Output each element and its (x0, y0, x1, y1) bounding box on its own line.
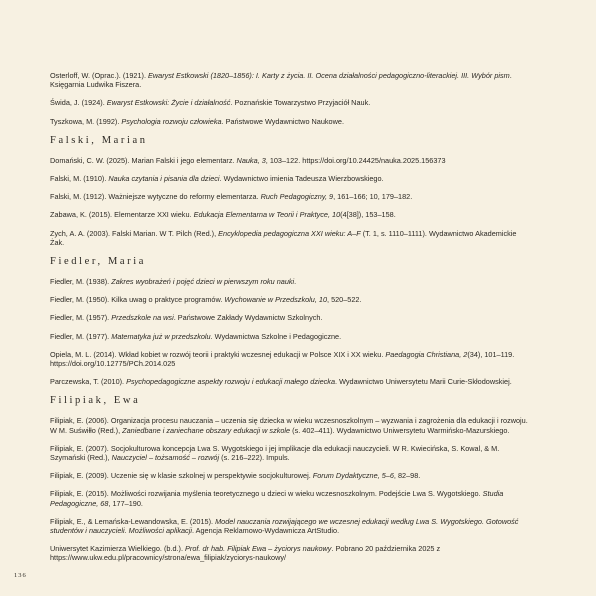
reference-title: Nauka, 3 (236, 155, 266, 165)
reference-text: . Pobrano 20 października 2025 z https://www.ukw.edu.pl/pracownicy/strona/ewa_filipiak/zyciorys-naukowy/ (50, 544, 441, 563)
reference-text: Fiedler, M. (1977). (50, 331, 112, 341)
reference-title: Psychopedagogiczne aspekty rozwoju i edukacji małego dziecka (126, 377, 336, 387)
bibliography (50, 71, 530, 572)
reference-text: Fiedler, M. (1938). (50, 277, 112, 287)
reference-text: . Poznańskie Towarzystwo Przyjaciół Nauk. (230, 98, 371, 108)
reference-entry (50, 416, 530, 434)
reference-text: . Państwowe Wydawnictwo Naukowe. (221, 116, 344, 126)
reference-title: Edukacja Elementarna w Teorii i Praktyce, 10 (193, 210, 341, 220)
reference-text: Fiedler, M. (1957). (50, 313, 112, 323)
reference-text: (s. 216–222). Impuls. (219, 453, 290, 463)
reference-title: Model nauczania rozwijającego we wczesnej edukacji według Lwa S. Wygotskiego. Gotowość studentów i nauczycieli. Możliwości aplikacji (50, 516, 519, 536)
reference-title: Nauka czytania i pisania dla dzieci (108, 174, 220, 184)
reference-text: Filipiak, E. (2015). Możliwości rozwijania myślenia teoretycznego u dzieci w wieku wczesnoszkolnym. Podejście Lwa S. Wygotskiego. (50, 489, 483, 499)
reference-text: Parczewska, T. (2010). (50, 377, 127, 387)
reference-text: (4[38]), 153–158. (340, 210, 396, 220)
reference-title: Przedszkole na wsi (111, 313, 174, 323)
reference-text: Uniwersytet Kazimierza Wielkiego. (b.d.). (50, 544, 186, 554)
reference-entry (50, 489, 530, 507)
reference-entry (50, 471, 530, 480)
reference-title: Forum Dydaktyczne, 5–6 (312, 471, 394, 481)
reference-title: Zakres wyobrażeń i pojęć dzieci w pierwszym roku nauki (111, 277, 295, 287)
reference-entry (50, 117, 530, 126)
reference-text: Filipiak, E. (2009). Uczenie się w klasie szkolnej w perspektywie socjokulturowej. (50, 471, 313, 481)
reference-text: (s. 402–411). Wydawnictwo Uniwersytetu Warmińsko-Mazurskiego. (290, 425, 510, 435)
reference-entry (50, 98, 530, 107)
reference-entry (50, 332, 530, 341)
reference-entry (50, 210, 530, 219)
reference-title: Nauczyciel – tożsamość – rozwój (111, 453, 220, 463)
reference-text: Fiedler, M. (1950). Kilka uwag o praktyce programów. (50, 295, 225, 305)
reference-title: Zaniedbane i zaniechane obszary edukacji w szkole (122, 425, 291, 435)
reference-text: Falski, M. (1910). (50, 174, 109, 184)
reference-title: Ewaryst Estkowski (1820–1856): I. Karty z życia. II. Ocena działalności pedagogiczno-literackiej. III. Wybór pism (148, 71, 510, 80)
reference-text: Zabawa, K. (2015). Elementarze XXI wieku. (50, 210, 194, 220)
reference-entry (50, 229, 530, 247)
reference-text: . (294, 277, 297, 287)
reference-entry (50, 313, 530, 322)
reference-text: . Wydawnictwo imienia Tadeusza Wierzbowskiego. (219, 174, 384, 184)
reference-text: . Agencja Reklamowo-Wydawnicza ArtStudio. (191, 526, 340, 536)
reference-text: , 177–190. (108, 498, 143, 508)
reference-text: , 82–98. (393, 471, 421, 481)
reference-entry (50, 444, 530, 462)
reference-title: Paedagogia Christiana, 2 (385, 349, 468, 359)
page-number: 136 (14, 572, 27, 579)
reference-text: . Wydawnictwo Uniwersytetu Marii Curie-Skłodowskiej. (335, 377, 512, 387)
reference-title: Encyklopedia pedagogiczna XXI wieku: A–F (218, 228, 361, 238)
reference-title: Ruch Pedagogiczny, 9 (260, 192, 334, 202)
reference-text: , 520–522. (327, 295, 362, 305)
section-heading: Filipiak, Ewa (50, 395, 141, 407)
reference-title: Wychowanie w Przedszkolu, 10 (224, 295, 328, 305)
reference-entry (50, 174, 530, 183)
reference-title: Studia Pedagogiczne, 68 (50, 489, 504, 508)
reference-entry (50, 544, 530, 562)
reference-text: Tyszkowa, M. (1992). (50, 116, 122, 126)
reference-text: . Wydawnictwa Szkolne i Pedagogiczne. (210, 331, 342, 341)
reference-title: Prof. dr hab. Filipiak Ewa – życiorys naukowy (185, 544, 332, 554)
reference-text: Świda, J. (1924). (50, 98, 107, 108)
reference-text: Opiela, M. L. (2014). Wkład kobiet w rozwój teorii i praktyki wczesnej edukacji w Polsce XIX i XX wieku. (50, 349, 386, 359)
reference-text: Osterloff, W. (Oprac.). (1921). (50, 71, 148, 80)
reference-text: , 161–166; 10, 179–182. (333, 192, 413, 202)
reference-entry (50, 295, 530, 304)
reference-text: Zych, A. A. (2003). Falski Marian. W T. Pilch (Red.), (50, 228, 219, 238)
reference-entry (50, 192, 530, 201)
reference-text: Domański, C. W. (2025). Marian Falski i jego elementarz. (50, 155, 237, 165)
reference-text: Filipiak, E. (2006). Organizacja procesu nauczania – uczenia się dziecka w wieku wczesnoszkolnym – wyzwania i zagrożenia dla edukacji i rozwoju. W M. Suświłło (Red.), (50, 416, 528, 435)
reference-entry (50, 350, 530, 368)
reference-text: , 103–122. https://doi.org/10.24425/nauka.2025.156373 (265, 155, 446, 165)
reference-text: (34), 101–119. https://doi.org/10.12775/PCh.2014.025 (50, 349, 515, 369)
reference-entry (50, 71, 530, 89)
section-heading: Fiedler, Maria (50, 256, 147, 268)
reference-entry (50, 377, 530, 386)
reference-title: Ewaryst Estkowski: Życie i działalność (106, 98, 231, 108)
reference-title: Matematyka już w przedszkolu (111, 331, 211, 341)
reference-text: Filipiak, E., & Lemańska-Lewandowska, E. (2015). (50, 516, 216, 526)
reference-text: Falski, M. (1912). Ważniejsze wytyczne do reformy elementarza. (50, 192, 261, 202)
reference-entry (50, 517, 530, 535)
reference-title: Psychologia rozwoju człowieka (121, 116, 222, 126)
reference-entry (50, 277, 530, 286)
section-heading: Falski, Marian (50, 134, 148, 146)
reference-entry (50, 156, 530, 165)
reference-text: Filipiak, E. (2007). Socjokulturowa koncepcja Lwa S. Wygotskiego i jej implikacje dla edukacji nauczycieli. W R. Kwiecińska, S. Kowal, & M. Szymański (Red.), (50, 443, 500, 463)
reference-text: (T. 1, s. 1110–1111). Wydawnictwo Akademickie Żak. (50, 228, 517, 247)
reference-text: . Państwowe Zakłady Wydawnictw Szkolnych. (173, 313, 323, 323)
reference-text: . Księgarnia Ludwika Fiszera. (50, 71, 512, 90)
